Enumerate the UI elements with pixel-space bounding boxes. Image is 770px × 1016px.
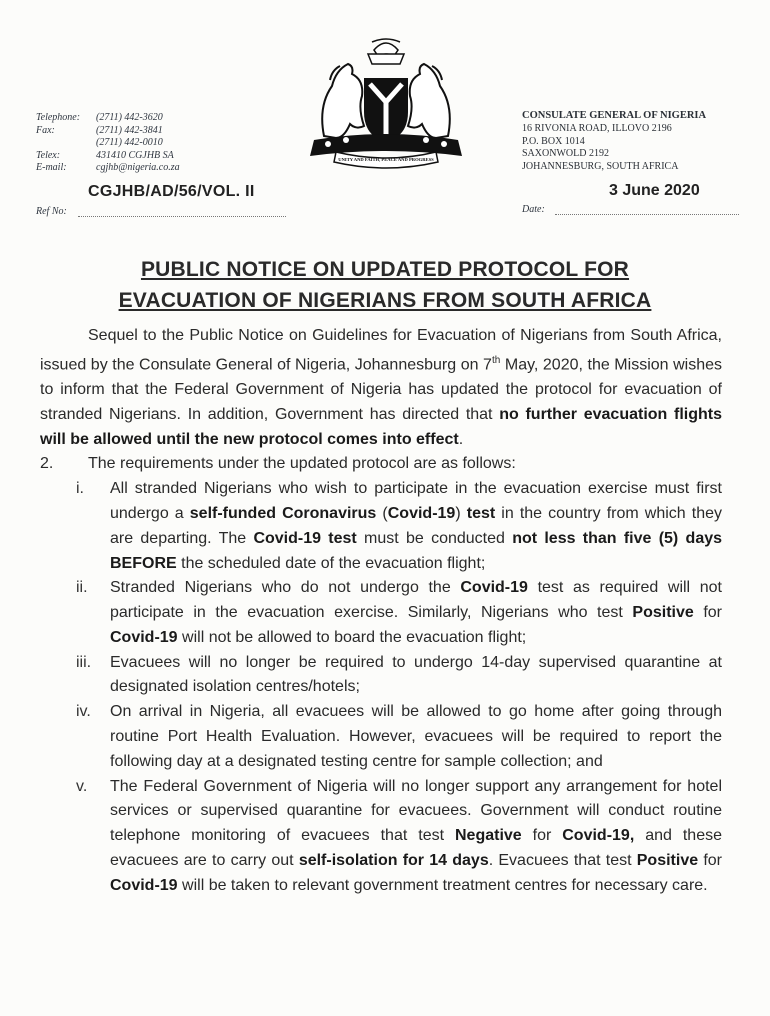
paragraph-1 [40,324,722,452]
bold-text: test [466,504,496,522]
text-segment: test as required will not participate in the evacuation exercise. Similarly, Nigerians who test [110,579,722,622]
bold-text: Positive [636,852,699,870]
contact-value: 431410 CGJHB SA [96,149,174,161]
contact-row-telephone [36,112,180,125]
list-item-text [110,477,722,576]
contact-row-fax [36,125,180,138]
roman-numeral: ii. [76,579,88,597]
requirements-list [40,477,722,899]
text-segment: Evacuees will no longer be required to undergo 14-day supervised quarantine at designated isolation centres/hotels; [110,653,722,696]
address-line: 16 RIVONIA ROAD, ILLOVO 2196 [522,122,672,134]
list-item [40,477,722,576]
list-item [40,576,722,650]
paragraph-2 [40,452,722,477]
contact-row-fax-2 [36,137,180,150]
text-segment: ) [455,504,467,522]
text-segment: will not be allowed to board the evacuation flight; [177,628,527,646]
notice-body [40,324,722,899]
contact-details [36,112,180,175]
list-item-text [110,775,722,899]
text-segment: in the country from which they are departing. The [110,504,723,547]
paragraph-1-text-cont: May, 2020, the Mission wishes to inform that the Federal Government of Nigeria has updated the protocol for evacuation of stranded Nigerians. In addition, Government has directed that [40,356,723,423]
roman-numeral: iv. [76,703,91,721]
contact-label: Fax: [36,124,55,136]
contact-value: cgjhb@nigeria.co.za [96,162,180,174]
text-segment: ( [376,504,388,522]
contact-label: E-mail: [36,162,67,174]
bold-text: self-funded Coronavirus [189,504,377,522]
consulate-address [522,110,706,174]
notice-title-line-2: EVACUATION OF NIGERIANS FROM SOUTH AFRICA [118,289,652,312]
text-segment: will be taken to relevant government treatment centres for necessary care. [177,876,708,894]
list-item-number [40,651,110,701]
text-segment: All stranded Nigerians who wish to participate in the evacuation exercise must first undergo a [110,480,722,522]
bold-text: not less than five (5) days BEFORE [110,529,723,572]
text-segment: the scheduled date of the evacuation flight; [176,554,486,572]
contact-row-telex [36,150,180,163]
roman-numeral: i. [76,480,84,498]
contact-value: (2711) 442-0010 [96,137,163,149]
bold-text: Positive [632,604,694,622]
notice-title-line-1: PUBLIC NOTICE ON UPDATED PROTOCOL FOR [140,258,630,281]
address-line: SAXONWOLD 2192 [522,148,609,160]
bold-text: Covid-19 [460,579,528,597]
text-segment: for [521,827,563,845]
paragraph-1-end: . [458,430,464,448]
text-segment: for [698,852,722,870]
superscript-th: th [491,354,501,366]
roman-numeral: iii. [76,653,92,671]
list-item [40,700,722,774]
paragraph-1-text: Sequel to the Public Notice on Guidelines for Evacuation of Nigerians from South Africa, issued by the Consulate General of Nigeria, Johannesburg on 7 [40,327,722,374]
crest-motto: UNITY AND FAITH, PEACE AND PROGRESS [338,157,434,162]
address-line: JOHANNESBURG, SOUTH AFRICA [522,161,679,173]
date-dotted-line [555,214,739,215]
list-item-text [110,700,722,774]
contact-label [36,137,96,150]
text-segment: The Federal Government of Nigeria will no longer support any arrangement for hotel services or supervised quarantine for evacuees. Government will conduct routine telephone monitoring of evacuees that test [110,777,722,845]
list-item [40,775,722,899]
bold-text: Covid-19 test [253,529,357,547]
consulate-name: CONSULATE GENERAL OF NIGERIA [522,110,707,121]
coat-of-arms-icon [306,36,466,170]
paragraph-2-text: The requirements under the updated protocol are as follows: [88,455,516,473]
text-segment: . Evacuees that test [488,852,637,870]
bold-text: Covid-19 [387,504,456,522]
contact-label: Telephone: [36,112,81,123]
reference-number: CGJHB/AD/56/VOL. II [88,183,255,200]
contact-value: (2711) 442-3620 [96,112,163,123]
roman-numeral: v. [76,777,88,795]
date-label: Date: [522,204,545,215]
letter-date: 3 June 2020 [609,182,700,199]
list-item [40,651,722,701]
text-segment: and these evacuees are to carry out [110,827,722,870]
text-segment: On arrival in Nigeria, all evacuees will be allowed to go home after going through routine Port Health Evaluation. However, evacuees will be required to report the following day at a designated testing centre for sample collection; and [110,703,722,770]
bold-text: Covid-19 [110,876,178,894]
bold-text: Covid-19 [110,628,178,646]
text-segment: Stranded Nigerians who do not undergo the [110,579,461,597]
bold-text: Negative [454,827,522,845]
reference-dotted-line [78,216,286,217]
list-item-number [40,576,110,650]
bold-text: Covid-19, [562,827,635,845]
list-item-number [40,477,110,576]
reference-label: Ref No: [36,206,67,217]
address-line: P.O. BOX 1014 [522,135,585,147]
paragraph-number: 2. [40,455,54,473]
list-item-number [40,700,110,774]
contact-value: (2711) 442-3841 [96,124,163,136]
text-segment: for [693,604,722,622]
list-item-number [40,775,110,899]
contact-label: Telex: [36,149,61,161]
list-item-text [110,576,722,650]
bold-text: self-isolation for 14 days [298,852,489,870]
list-item-text [110,651,722,701]
paragraph-1-bold: no further evacuation flights will be allowed until the new protocol comes into effect [40,405,723,448]
contact-row-email [36,162,180,175]
text-segment: must be conducted [356,529,513,547]
